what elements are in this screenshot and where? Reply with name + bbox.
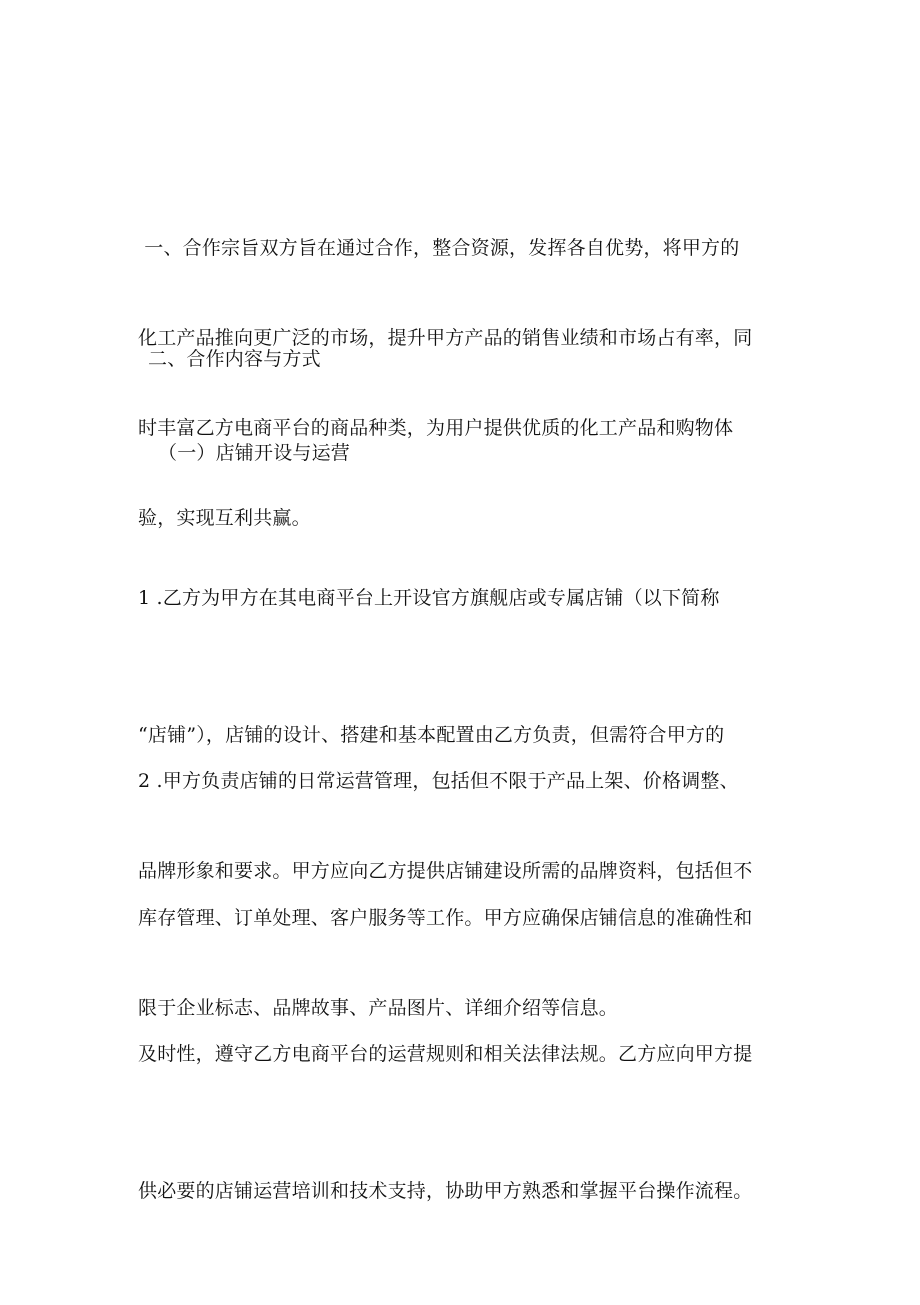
section-2-heading: 二、合作内容与方式 [148, 348, 321, 370]
paragraph-line: 1 .乙方为甲方在其电商平台上开设官方旗舰店或专属店铺（以下简称 [138, 587, 720, 609]
paragraph-line: 化工产品推向更广泛的市场，提升甲方产品的销售业绩和市场占有率，同 [138, 327, 753, 349]
clause-2-paragraph [138, 668, 752, 1305]
paragraph-line: 2 .甲方负责店铺的日常运营管理，包括但不限于产品上架、价格调整、 [138, 770, 739, 792]
subsection-1-heading: （一）店铺开设与运营 [158, 442, 351, 464]
paragraph-line: 限于企业标志、品牌故事、产品图片、详细介绍等信息。 [138, 996, 619, 1019]
paragraph-line: 及时性，遵守乙方电商平台的运营规则和相关法律法规。乙方应向甲方提 [138, 1043, 753, 1065]
paragraph-line: 品牌形象和要求。甲方应向乙方提供店铺建设所需的品牌资料，包括但不 [138, 860, 753, 882]
paragraph-line: 验，实现互利共赢。 [138, 507, 311, 529]
paragraph-line: 供必要的店铺运营培训和技术支持，协助甲方熟悉和掌握平台操作流程。 [138, 1179, 753, 1202]
paragraph-line: 一、合作宗旨双方旨在通过合作，整合资源，发挥各自优势，将甲方的 [138, 237, 740, 259]
paragraph-line: 时丰富乙方电商平台的商品种类，为用户提供优质的化工产品和购物体 [138, 417, 734, 439]
paragraph-line: 库存管理、订单处理、客户服务等工作。甲方应确保店铺信息的准确性和 [138, 906, 753, 929]
paragraph-line: “店铺”），店铺的设计、搭建和基本配置由乙方负责，但需符合甲方的 [138, 723, 725, 746]
